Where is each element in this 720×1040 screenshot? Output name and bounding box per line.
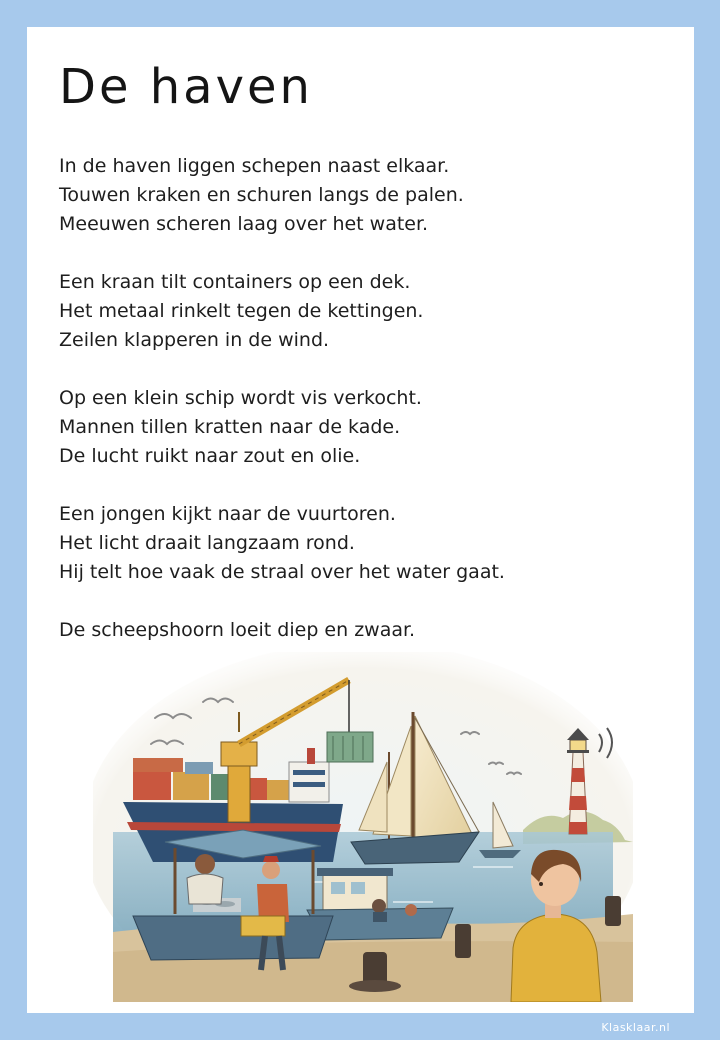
poem-line: In de haven liggen schepen naast elkaar. <box>59 155 450 177</box>
stanza-5 <box>59 616 679 645</box>
seagull-icon <box>507 773 521 775</box>
poem-line: Op een klein schip wordt vis verkocht. <box>59 387 422 409</box>
site-watermark: Klasklaar.nl <box>601 1021 670 1034</box>
seagull-icon <box>489 763 503 765</box>
poem-line: Een kraan tilt containers op een dek. <box>59 271 411 293</box>
poem-line: Touwen kraken en schuren langs de palen. <box>59 184 464 206</box>
harbour-illustration <box>93 652 633 1002</box>
poem-line: Meeuwen scheren laag over het water. <box>59 213 429 235</box>
hanging-container <box>327 732 373 762</box>
poem-title: De haven <box>59 59 313 115</box>
stanza-3 <box>59 384 679 471</box>
porter-figure <box>262 861 280 879</box>
poem-line: Het metaal rinkelt tegen de kettingen. <box>59 300 424 322</box>
poem-body <box>59 152 679 674</box>
poem-line: Mannen tillen kratten naar de kade. <box>59 416 401 438</box>
poem-line: Een jongen kijkt naar de vuurtoren. <box>59 503 396 525</box>
poem-line: Het licht draait langzaam rond. <box>59 532 355 554</box>
poem-line: De scheepshoorn loeit diep en zwaar. <box>59 619 416 641</box>
fishmonger-figure <box>195 854 215 874</box>
stanza-2 <box>59 268 679 355</box>
stanza-4 <box>59 500 679 587</box>
poem-line: Zeilen klapperen in de wind. <box>59 329 330 351</box>
poem-line: Hij telt hoe vaak de straal over het water gaat. <box>59 561 505 583</box>
stanza-1 <box>59 152 679 239</box>
poem-line: De lucht ruikt naar zout en olie. <box>59 445 361 467</box>
fish-crate <box>241 916 285 936</box>
poem-card <box>27 27 694 1013</box>
